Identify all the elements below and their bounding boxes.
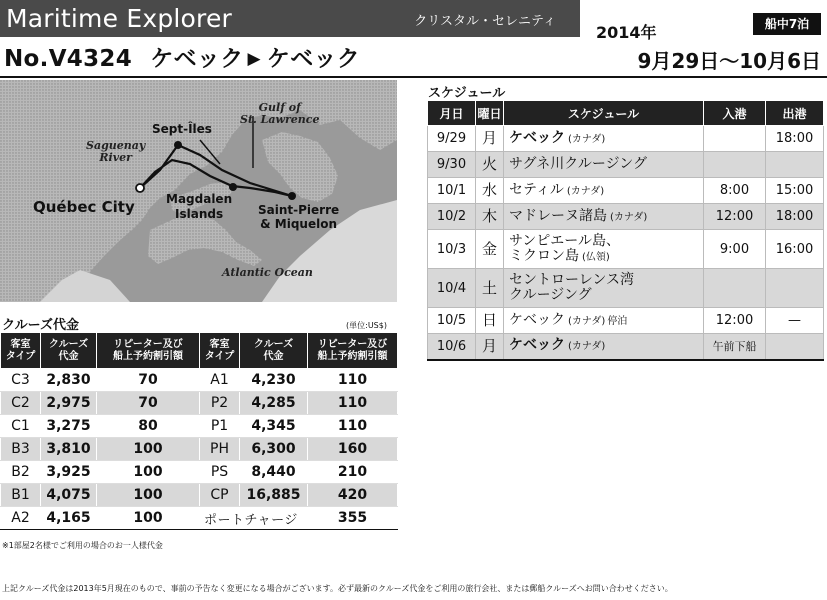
col-repeater-discount: リピーター及び 船上予約割引額: [97, 333, 200, 369]
port-marker-spm: [288, 192, 296, 200]
map-label-quebec: Québec City: [33, 198, 135, 216]
col-cabin-type: 客室 タイプ: [200, 333, 240, 369]
col-day: 曜日: [476, 101, 504, 126]
route-map-graphic: [0, 80, 397, 302]
table-row: B1 4,075 100 CP 16,885 420: [1, 484, 398, 507]
schedule-title: スケジュール: [428, 86, 506, 101]
table-row: 10/3 金 サンピエール島、 ミクロン島 (仏領) 9:00 16:00: [428, 230, 824, 269]
table-row: B3 3,810 100 PH 6,300 160: [1, 438, 398, 461]
voyage-number: No.V4324: [4, 46, 133, 72]
table-row: 10/4 土 セントローレンス湾 クルージング: [428, 269, 824, 308]
map-label-saguenay: Saguenay River: [86, 139, 146, 164]
route-to: ケベック: [266, 46, 361, 72]
port-marker-quebec: [136, 184, 144, 192]
schedule-table: [427, 100, 824, 361]
header-band: [0, 0, 580, 37]
fare-title: クルーズ代金: [2, 318, 79, 333]
cruise-year: 2014年: [596, 23, 657, 42]
table-row: 10/1 水 セティル (カナダ) 8:00 15:00: [428, 178, 824, 204]
port-charge-value: 355: [308, 507, 398, 530]
col-depart: 出港: [766, 101, 824, 126]
schedule-header-row: [428, 101, 824, 126]
port-marker-sept-iles: [174, 141, 182, 149]
fare-table: [0, 332, 398, 530]
route-arrow-icon: ▶: [247, 49, 261, 69]
nights-badge: 船中7泊: [753, 13, 821, 35]
route-map: [0, 80, 397, 302]
col-cabin-type: 客室 タイプ: [1, 333, 41, 369]
col-date: 月日: [428, 101, 476, 126]
map-label-spm: Saint-Pierre & Miquelon: [258, 203, 340, 231]
map-label-sept-iles: Sept-Îles: [152, 122, 212, 136]
cruise-dates: 9月29日〜10月6日: [637, 49, 821, 73]
table-row: 9/30 火 サグネ川クルージング: [428, 152, 824, 178]
table-row: A2 4,165 100 ポートチャージ 355: [1, 507, 398, 530]
port-marker-magdalen: [229, 183, 237, 191]
table-row: C3 2,830 70 A1 4,230 110: [1, 369, 398, 392]
fare-header-row: [1, 333, 398, 369]
map-label-atlantic: Atlantic Ocean: [222, 266, 313, 279]
table-row: 10/2 木 マドレーヌ諸島 (カナダ) 12:00 18:00: [428, 204, 824, 230]
table-row: C1 3,275 80 P1 4,345 110: [1, 415, 398, 438]
fare-note: ※1部屋2名様でご利用の場合のお一人様代金: [2, 541, 163, 550]
table-row: B2 3,925 100 PS 8,440 210: [1, 461, 398, 484]
voyage-route: [4, 40, 360, 73]
col-cruise-price: クルーズ 代金: [240, 333, 308, 369]
table-row: 9/29 月 ケベック (カナダ) 18:00: [428, 126, 824, 152]
col-cruise-price: クルーズ 代金: [41, 333, 97, 369]
port-charge-label: ポートチャージ: [200, 507, 308, 530]
footer-disclaimer: 上記クルーズ代金は2013年5月現在のもので、事前の予告なく変更になる場合がございます。必ず最新のクルーズ代金をご利用の旅行会社、または郵船クルーズへお問い合わせください。: [2, 584, 673, 593]
header-divider: [0, 76, 827, 78]
fare-unit: (単位:US$): [346, 321, 387, 330]
col-arrive: 入港: [704, 101, 766, 126]
col-repeater-discount: リピーター及び 船上予約割引額: [308, 333, 398, 369]
route-from: ケベック: [150, 46, 244, 72]
brand-title: Maritime Explorer: [6, 4, 233, 33]
table-row: 10/5 日 ケベック (カナダ) 停泊 12:00 —: [428, 308, 824, 334]
map-label-gulf: Gulf of St. Lawrence: [240, 101, 320, 126]
ship-name: クリスタル・セレニティ: [414, 14, 556, 29]
col-schedule: スケジュール: [504, 101, 704, 126]
table-row: 10/6 月 ケベック (カナダ) 午前下船: [428, 334, 824, 360]
map-label-magdalen: Magdalen Islands: [166, 192, 233, 221]
table-row: C2 2,975 70 P2 4,285 110: [1, 392, 398, 415]
